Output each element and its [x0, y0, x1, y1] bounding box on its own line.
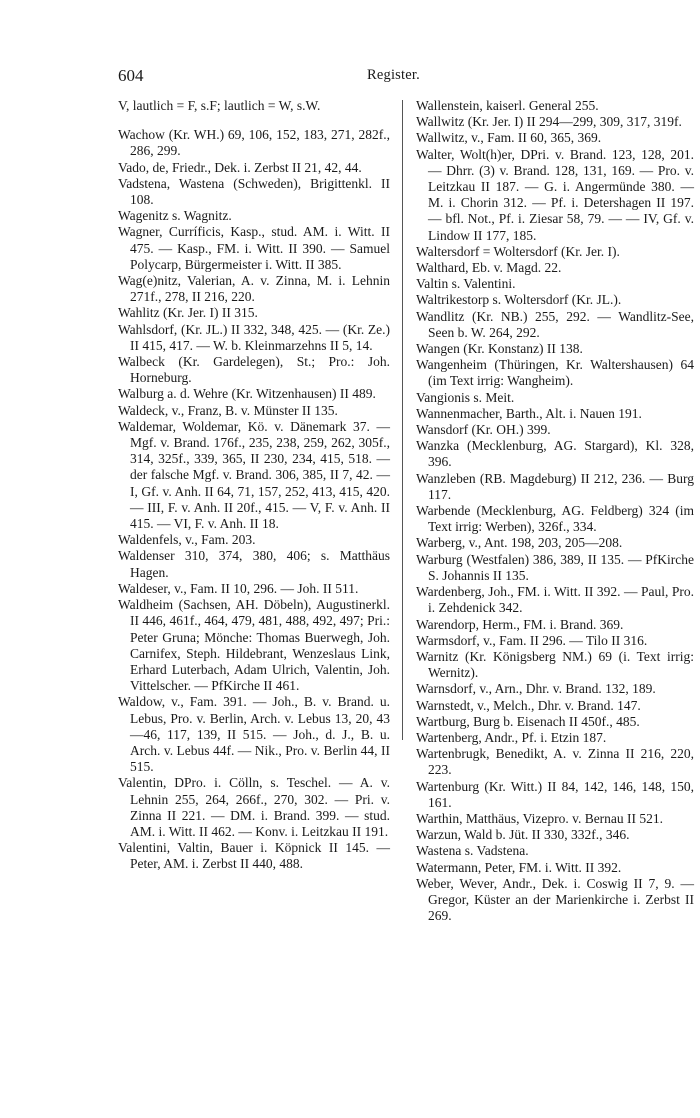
index-entry: Wannenmacher, Barth., Alt. i. Nauen 191. — [416, 405, 642, 421]
column-divider — [402, 100, 403, 740]
index-entry: Wandlitz (Kr. NB.) 255, 292. — Wandlitz-See, Seen b. W. 264, 292. — [416, 308, 694, 340]
index-entry: Walthard, Eb. v. Magd. 22. — [416, 260, 562, 276]
index-entry: Vadstena, Wastena (Schweden), Brigittenkl. II 108. — [118, 175, 390, 208]
index-entry: Wardenberg, Joh., FM. i. Witt. II 392. — Paul, Pro. i. Zehdenick 342. — [416, 584, 694, 616]
index-entry: Warendorp, Herm., FM. i. Brand. 369. — [416, 616, 624, 632]
index-entry: Waldheim (Sachsen, AH. Döbeln), Augustinerkl. II 446, 461f., 464, 479, 481, 488, 492, 497; Pri.: Peter Gruna; Mönche: Thomas Buerwegh, Joh. Carnifex, Steph. Hildebrant, Wenzeslaus Link, Erhard Luterbach, Adam Ulrich, Valentin, Joh. Vittelscher. — PfKirche II 461. — [118, 597, 390, 694]
index-entry: Wanzleben (RB. Magdeburg) II 212, 236. — Burg 117. — [416, 470, 694, 502]
index-entry: Waltersdorf = Woltersdorf (Kr. Jer. I). — [416, 243, 620, 259]
index-entry: Wartenberg, Andr., Pf. i. Etzin 187. — [416, 729, 607, 745]
index-entry: Warnitz (Kr. Königsberg NM.) 69 (i. Text irrig: Wernitz). — [416, 648, 694, 681]
index-entry: Walbeck (Kr. Gardelegen), St.; Pro.: Joh. Horneburg. — [118, 354, 390, 386]
index-entry: Wartburg, Burg b. Eisenach II 450f., 485. — [416, 713, 640, 729]
index-entry: Wastena s. Vadstena. — [416, 843, 529, 859]
index-entry: Warnsdorf, v., Arn., Dhr. v. Brand. 132, 189. — [416, 681, 656, 697]
index-entry: Valtin s. Valentini. — [416, 276, 516, 292]
index-entry: Warburg (Westfalen) 386, 389, II 135. — PfKirche S. Johannis II 135. — [416, 551, 694, 583]
index-entry: Warnstedt, v., Melch., Dhr. v. Brand. 147. — [416, 697, 641, 713]
index-entry: Wallwitz, v., Fam. II 60, 365, 369. — [416, 130, 602, 146]
index-entry: Warbende (Mecklenburg, AG. Feldberg) 324 (im Text irrig: Werben), 326f., 334. — [416, 503, 694, 535]
index-entry: Waldow, v., Fam. 391. — Joh., B. v. Brand. u. Lebus, Pro. v. Berlin, Arch. v. Lebus 13, 20, 43—46, 117, 139, II 515. — Joh., d. J., B. u. Arch. v. Lebus 44f. — Nik., Pro. v. Berlin 44, II 515. — [118, 694, 390, 775]
right-column — [416, 98, 694, 924]
running-head: Register. — [367, 67, 420, 83]
index-entry: Wanzka (Mecklenburg, AG. Stargard), Kl. 328, 396. — [416, 438, 694, 470]
index-entry: Wagner, Curríficis, Kasp., stud. AM. i. Witt. II 475. — Kasp., FM. i. Witt. II 390. — Samuel Polycarp, Bürgermeister i. Witt. II 385. — [118, 224, 390, 272]
index-entry: Wangen (Kr. Konstanz) II 138. — [416, 341, 583, 357]
index-entry: Vangionis s. Meit. — [416, 389, 515, 405]
index-entry: Valentin, DPro. i. Cölln, s. Teschel. — A. v. Lehnin 255, 264, 266f., 270, 302. — Pri. v. Zinna II 221. — DM. i. Brand. 399. — stud. AM. i. Witt. II 462. — Konv. i. Leitzkau II 191. — [118, 775, 390, 839]
index-entry: Wahlsdorf, (Kr. JL.) II 332, 348, 425. — (Kr. Ze.) II 415, 417. — W. b. Kleinmarzehns II 5, 14. — [118, 321, 390, 353]
index-entry: Walter, Wolt(h)er, DPri. v. Brand. 123, 128, 201. — Dhrr. (3) v. Brand. 128, 131, 169. — Pro. v. Leitzkau II 187. — G. i. Angermünde 380. — M. i. Chorin 312. — Pf. i. Detershagen II 197. — bfl. Not., Pf. i. Ziesar 58, 79. — — IV, Gf. v. Lindow II 177, 185. — [416, 146, 694, 243]
index-entry: Valentini, Valtin, Bauer i. Köpnick II 145. — Peter, AM. i. Zerbst II 440, 488. — [118, 840, 390, 872]
index-entry: Waldenfels, v., Fam. 203. — [118, 532, 256, 548]
index-entry: Wachow (Kr. WH.) 69, 106, 152, 183, 271, 282f., 286, 299. — [118, 127, 390, 159]
index-entry: Wartenburg (Kr. Witt.) II 84, 142, 146, 148, 150, 161. — [416, 778, 694, 810]
index-entry: Warzun, Wald b. Jüt. II 330, 332f., 346. — [416, 827, 630, 843]
left-column — [118, 98, 390, 873]
index-entry: Vado, de, Friedr., Dek. i. Zerbst II 21, 42, 44. — [118, 159, 362, 175]
index-entry: Wag(e)nitz, Valerian, A. v. Zinna, M. i. Lehnin 271f., 278, II 216, 220. — [118, 273, 390, 305]
index-entry: Wangenheim (Thüringen, Kr. Waltershausen) 64 (im Text irrig: Wangheim). — [416, 357, 694, 389]
index-entry: Wagenitz s. Wagnitz. — [118, 208, 232, 224]
page-number: 604 — [118, 66, 144, 85]
index-entry: Watermann, Peter, FM. i. Witt. II 392. — [416, 859, 622, 875]
index-entry: Wansdorf (Kr. OH.) 399. — [416, 422, 551, 438]
index-entry: Waldenser 310, 374, 380, 406; s. Matthäus Hagen. — [118, 548, 390, 580]
index-entry: Waldemar, Woldemar, Kö. v. Dänemark 37. — Mgf. v. Brand. 176f., 235, 238, 259, 262, 305f., 314, 325f., 339, 365, II 230, 234, 415, 518. — der falsche Mgf. v. Brand. 306, 385, II 7, 42. — I, Gf. v. Anh. II 64, 71, 157, 252, 413, 415, 420. — III, F. v. Anh. II 20f., 415. — V, F. v. Anh. II 415. — VI, F. v. Anh. II 18. — [118, 418, 390, 532]
index-entry: Wallwitz (Kr. Jer. I) II 294—299, 309, 317, 319f. — [416, 114, 682, 130]
index-entry: Warmsdorf, v., Fam. II 296. — Tilo II 316. — [416, 632, 648, 648]
index-entry: Warberg, v., Ant. 198, 203, 205—208. — [416, 535, 623, 551]
index-entry: Walburg a. d. Wehre (Kr. Witzenhausen) II 489. — [118, 386, 376, 402]
index-entry: Waldeser, v., Fam. II 10, 296. — Joh. II 511. — [118, 580, 359, 596]
index-entry: Warthin, Matthäus, Vizepro. v. Bernau II 521. — [416, 810, 664, 826]
index-entry: Waltrikestorp s. Woltersdorf (Kr. JL.). — [416, 292, 622, 308]
index-entry: Waldeck, v., Franz, B. v. Münster II 135. — [118, 402, 338, 418]
index-entry: Wartenbrugk, Benedikt, A. v. Zinna II 216, 220, 223. — [416, 746, 694, 778]
index-entry: Wallenstein, kaiserl. General 255. — [416, 98, 599, 113]
index-entry: Wahlitz (Kr. Jer. I) II 315. — [118, 305, 258, 321]
index-entry: V, lautlich = F, s.F; lautlich = W, s.W. — [118, 98, 321, 113]
index-entry: Weber, Wever, Andr., Dek. i. Coswig II 7, 9. — Gregor, Küster an der Marienkirche i. Zerbst II 269. — [416, 875, 694, 924]
